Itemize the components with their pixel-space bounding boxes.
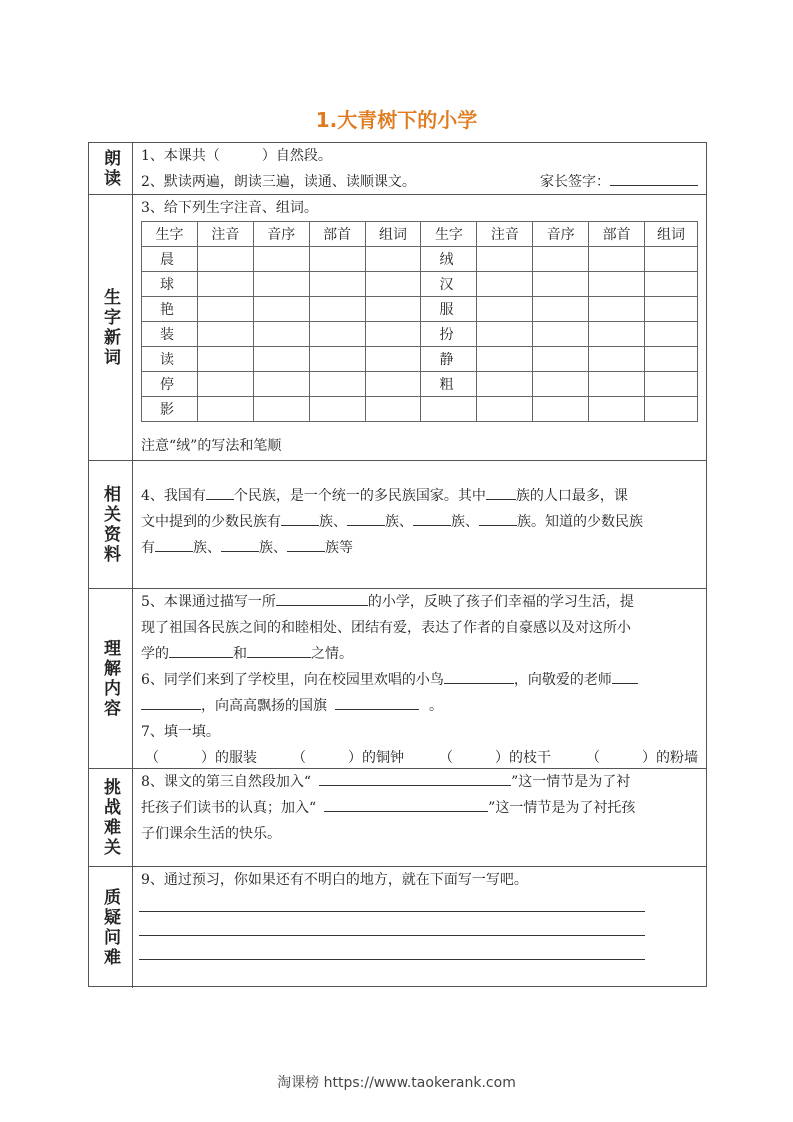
character-cell: 球 (142, 272, 198, 297)
blank-known-1[interactable] (155, 535, 193, 552)
column-header: 生字 (142, 222, 198, 247)
question-8: 8、课文的第三自然段加入“ ”这一情节是为了衬 托孩子们读书的认真；加入“ ”这一情节是为了衬托孩 子们课余生活的快乐。 (141, 769, 698, 847)
answer-cell[interactable] (309, 247, 365, 272)
answer-cell[interactable] (477, 297, 533, 322)
answer-cell[interactable] (309, 372, 365, 397)
answer-cell[interactable] (197, 372, 253, 397)
character-cell (421, 397, 477, 422)
section-label-challenge: 挑战难关 (89, 769, 133, 866)
answer-cell[interactable] (365, 347, 421, 372)
answer-line[interactable] (139, 959, 645, 960)
table-row (142, 272, 698, 297)
answer-cell[interactable] (477, 372, 533, 397)
answer-cell[interactable] (309, 397, 365, 422)
answer-cell[interactable] (309, 272, 365, 297)
table-header-row (142, 222, 698, 247)
answer-cell[interactable] (197, 272, 253, 297)
answer-cell[interactable] (197, 397, 253, 422)
answer-cell[interactable] (365, 297, 421, 322)
worksheet-table (88, 142, 707, 987)
answer-cell[interactable] (477, 272, 533, 297)
column-header: 音序 (533, 222, 589, 247)
answer-cell[interactable] (589, 272, 645, 297)
section-label-reading: 朗读 (89, 143, 133, 194)
answer-cell[interactable] (533, 297, 589, 322)
question-3: 3、给下列生字注音、组词。 (141, 200, 318, 216)
answer-cell[interactable] (589, 247, 645, 272)
blank-detail-2[interactable] (324, 795, 488, 812)
page-title: 1.大青树下的小学 (315, 108, 478, 132)
answer-cell[interactable] (589, 347, 645, 372)
section-label-words: 生字新词 (89, 195, 133, 460)
character-cell: 影 (142, 397, 198, 422)
blank-bird[interactable] (444, 667, 514, 684)
answer-cell[interactable] (477, 247, 533, 272)
question-7: 7、填一填。 (141, 724, 220, 740)
answer-cell[interactable] (645, 397, 698, 422)
parent-signature (540, 169, 698, 195)
answer-cell[interactable] (309, 347, 365, 372)
answer-cell[interactable] (477, 322, 533, 347)
section-label-understand: 理解内容 (89, 589, 133, 768)
answer-cell[interactable] (645, 322, 698, 347)
answer-cell[interactable] (477, 397, 533, 422)
blank-largest-nation[interactable] (486, 483, 516, 500)
character-cell: 静 (421, 347, 477, 372)
q7-item[interactable]: （ ）的铜钟 (292, 750, 404, 766)
section-challenge (89, 769, 706, 867)
column-header: 组词 (645, 222, 698, 247)
answer-cell[interactable] (589, 397, 645, 422)
answer-cell[interactable] (253, 247, 309, 272)
question-9: 9、通过预习，你如果还有不明白的地方，就在下面写一写吧。 (141, 872, 528, 888)
answer-cell[interactable] (533, 372, 589, 397)
section-label-question: 质疑问难 (89, 867, 133, 988)
table-row (142, 397, 698, 422)
column-header: 音序 (253, 222, 309, 247)
character-cell: 服 (421, 297, 477, 322)
blank-teacher-a[interactable] (612, 667, 638, 684)
q7-item[interactable]: （ ）的服装 (145, 750, 257, 766)
blank-minority-3[interactable] (413, 509, 451, 526)
section-understand (89, 589, 706, 769)
answer-cell[interactable] (365, 372, 421, 397)
answer-cell[interactable] (365, 272, 421, 297)
blank-nation-count[interactable] (206, 483, 234, 500)
character-cell: 艳 (142, 297, 198, 322)
answer-cell[interactable] (197, 297, 253, 322)
table-row (142, 322, 698, 347)
blank-minority-2[interactable] (347, 509, 385, 526)
question-6: 6、同学们来到了学校里，向在校园里欢唱的小鸟 ，向敬爱的老师 ，向高高飘扬的国旗 。 (141, 667, 698, 719)
answer-cell[interactable] (365, 397, 421, 422)
question-7-items (141, 745, 698, 771)
answer-cell[interactable] (533, 272, 589, 297)
blank-known-2[interactable] (221, 535, 259, 552)
question-5: 5、本课通过描写一所 的小学，反映了孩子们幸福的学习生活，提 现了祖国各民族之间的和睦相处、团结有爱，表达了作者的自豪感以及对这所小 学的 和 之情。 (141, 589, 698, 667)
column-header: 组词 (365, 222, 421, 247)
character-cell: 绒 (421, 247, 477, 272)
question-1: 1、本课共（ ）自然段。 (141, 148, 332, 164)
character-cell: 停 (142, 372, 198, 397)
answer-cell[interactable] (533, 322, 589, 347)
blank-minority-4[interactable] (479, 509, 517, 526)
answer-cell[interactable] (533, 397, 589, 422)
column-header: 生字 (421, 222, 477, 247)
answer-cell[interactable] (533, 347, 589, 372)
character-cell: 读 (142, 347, 198, 372)
blank-feeling-1[interactable] (169, 641, 233, 658)
footer-watermark: 淘课榜 https://www.taokerank.com (277, 1075, 516, 1091)
character-cell: 粗 (421, 372, 477, 397)
writing-note: 注意“绒”的写法和笔顺 (141, 438, 282, 454)
answer-cell[interactable] (589, 372, 645, 397)
answer-cell[interactable] (309, 322, 365, 347)
column-header: 注音 (197, 222, 253, 247)
section-reading (89, 143, 706, 195)
parent-signature-label: 家长签字： (540, 174, 610, 190)
answer-line[interactable] (139, 935, 645, 936)
character-table (141, 221, 698, 422)
character-cell: 装 (142, 322, 198, 347)
blank-minority-1[interactable] (281, 509, 319, 526)
answer-cell[interactable] (253, 322, 309, 347)
answer-cell[interactable] (253, 372, 309, 397)
answer-cell[interactable] (253, 297, 309, 322)
answer-cell[interactable] (645, 372, 698, 397)
section-question (89, 867, 706, 988)
answer-cell[interactable] (365, 247, 421, 272)
section-label-info: 相关资料 (89, 461, 133, 588)
character-cell: 晨 (142, 247, 198, 272)
column-header: 注音 (477, 222, 533, 247)
blank-flag[interactable] (335, 693, 419, 710)
column-header: 部首 (309, 222, 365, 247)
blank-detail-1[interactable] (319, 769, 511, 786)
question-2: 2、默读两遍，朗读三遍，读通、读顺课文。 (141, 174, 416, 190)
answer-cell[interactable] (645, 297, 698, 322)
table-row (142, 297, 698, 322)
q7-item[interactable]: （ ）的枝干 (439, 750, 551, 766)
answer-line[interactable] (139, 911, 645, 912)
answer-cell[interactable] (589, 322, 645, 347)
answer-cell[interactable] (589, 297, 645, 322)
answer-cell[interactable] (645, 247, 698, 272)
blank-feeling-2[interactable] (247, 641, 311, 658)
answer-cell[interactable] (197, 322, 253, 347)
answer-cell[interactable] (197, 347, 253, 372)
question-4: 4、我国有 个民族，是一个统一的多民族国家。其中 族的人口最多，课 文中提到的少数民族有 族、 族、 族、 族。知道的少数民族 有 族、 族、 族等 (141, 483, 698, 561)
table-row (142, 247, 698, 272)
answer-cell[interactable] (645, 272, 698, 297)
answer-cell[interactable] (533, 247, 589, 272)
blank-school[interactable] (276, 589, 368, 606)
parent-signature-blank[interactable] (610, 169, 698, 186)
section-info (89, 461, 706, 589)
answer-cell[interactable] (645, 347, 698, 372)
table-row (142, 347, 698, 372)
answer-cell[interactable] (253, 272, 309, 297)
answer-cell[interactable] (253, 397, 309, 422)
blank-known-3[interactable] (287, 535, 325, 552)
answer-cell[interactable] (477, 347, 533, 372)
column-header: 部首 (589, 222, 645, 247)
character-cell: 扮 (421, 322, 477, 347)
blank-teacher-b[interactable] (141, 693, 201, 710)
answer-cell[interactable] (197, 247, 253, 272)
section-words (89, 195, 706, 461)
q7-item[interactable]: （ ）的粉墙 (586, 750, 698, 766)
character-cell: 汉 (421, 272, 477, 297)
answer-cell[interactable] (365, 322, 421, 347)
answer-cell[interactable] (309, 297, 365, 322)
answer-cell[interactable] (253, 347, 309, 372)
table-row (142, 372, 698, 397)
